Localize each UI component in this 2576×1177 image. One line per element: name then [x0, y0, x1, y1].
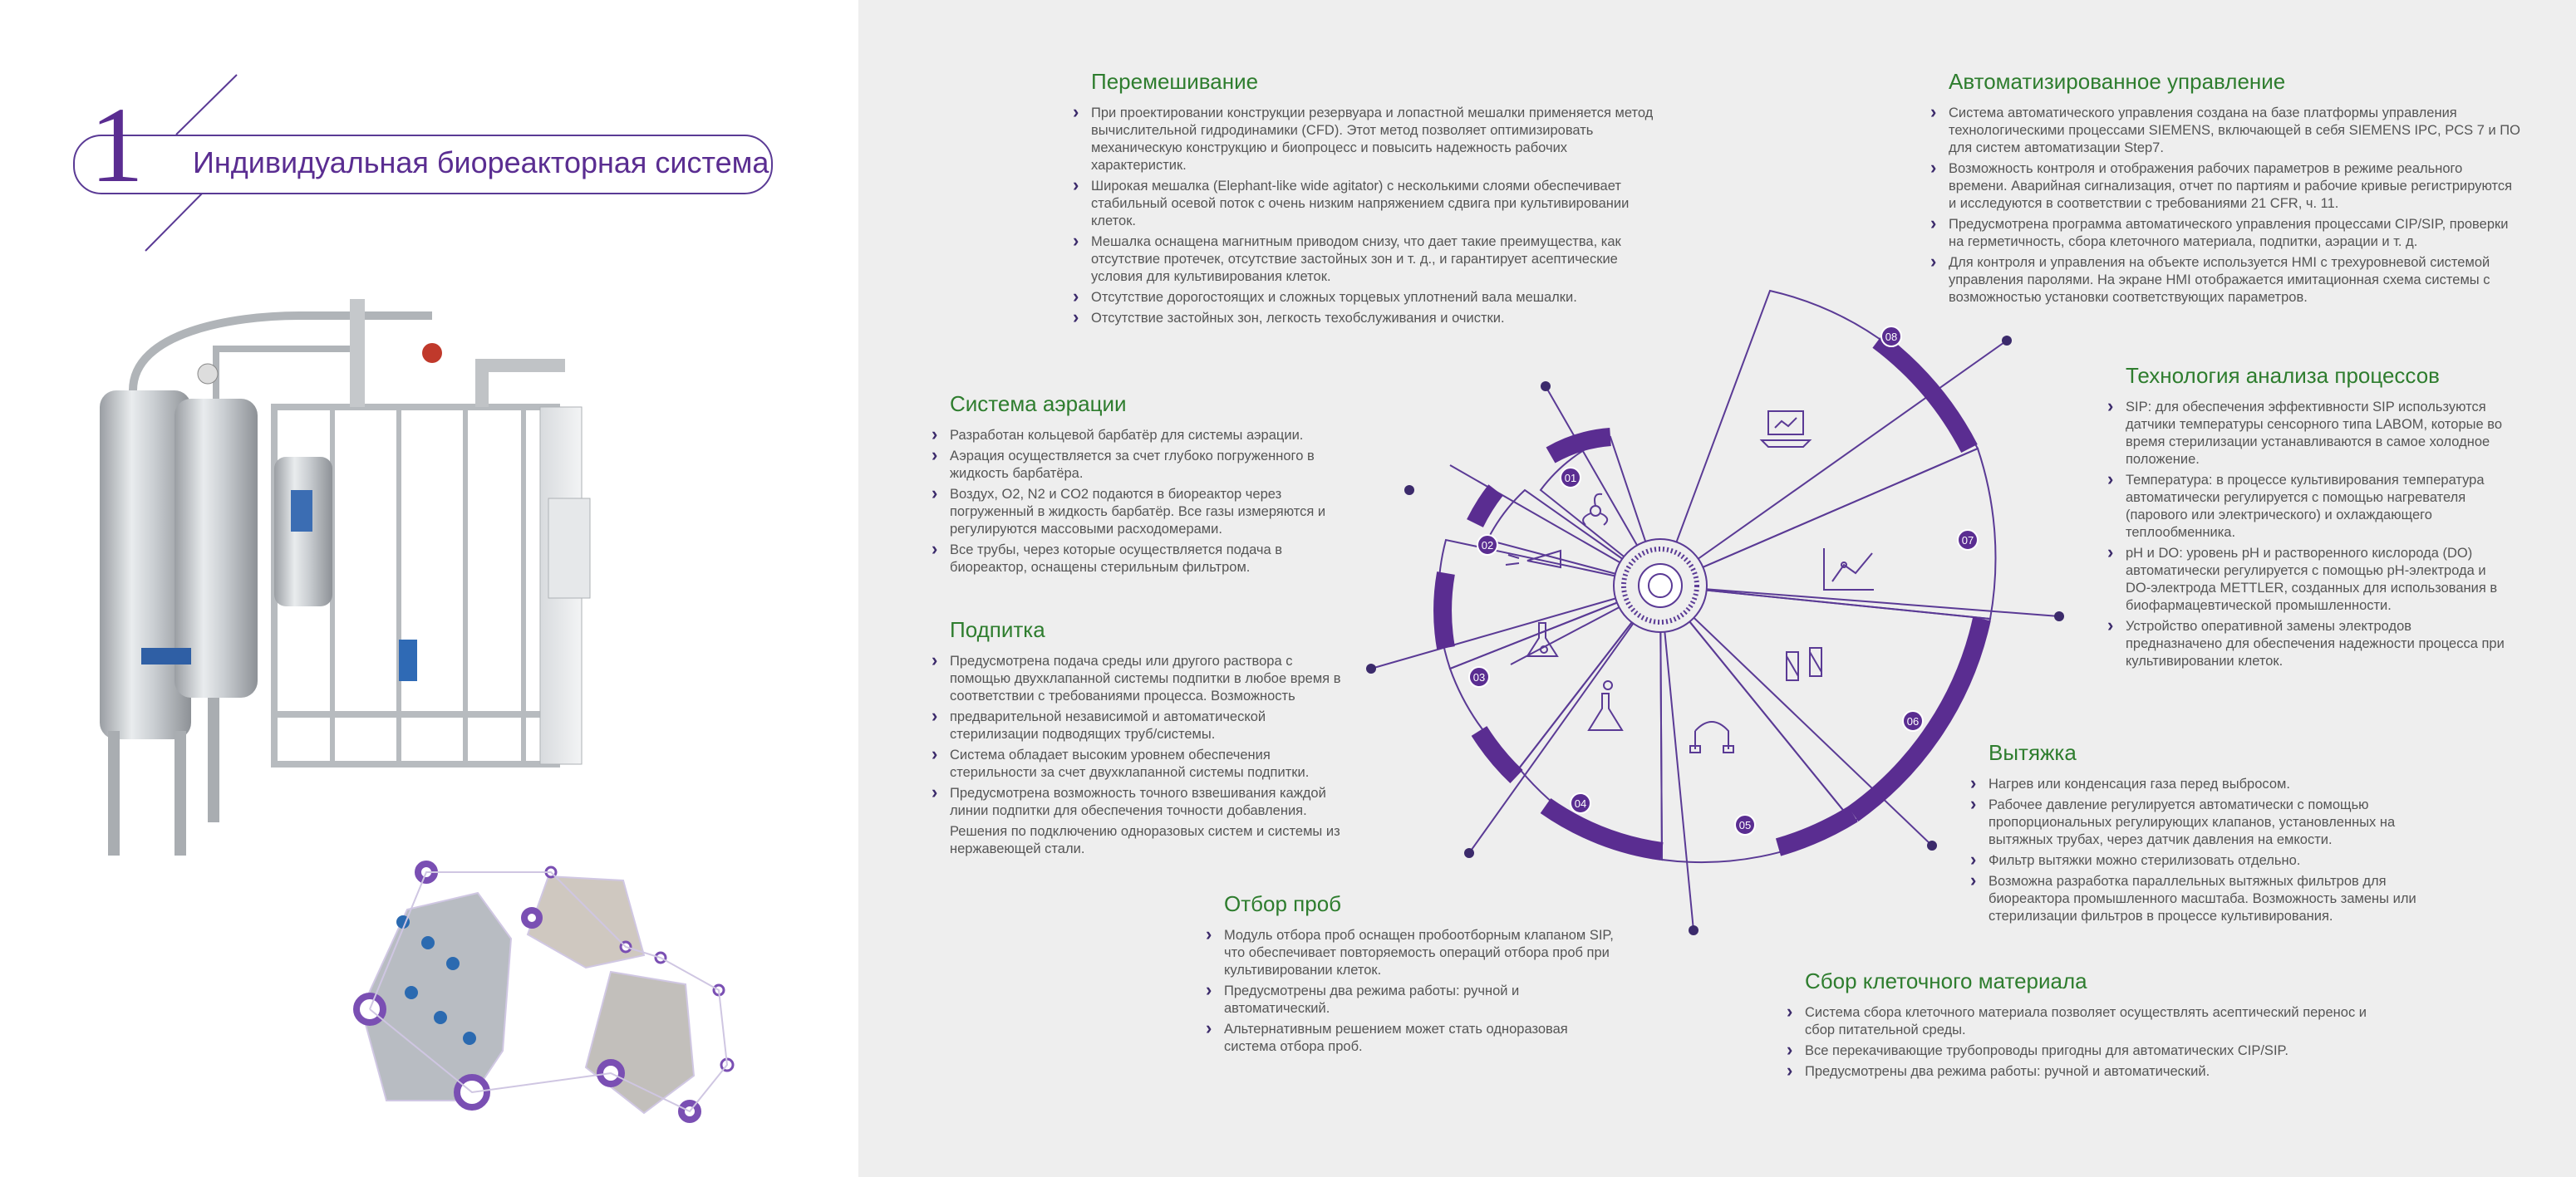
section-exhaust	[1989, 739, 2437, 929]
section-harvest	[1805, 968, 2370, 1084]
section-aeration	[950, 390, 1357, 580]
pipe-icon	[1690, 722, 1733, 753]
list-item: › Возможность контроля и отображения рабочих параметров в режиме реального времени. Аварийная сигнализация, отчет по партиям и рабочие кривые регистрируются и исследуются в соответствии с требованиями 21 CFR, ч. 11.	[1949, 160, 2522, 213]
list-item: › Система автоматического управления создана на базе платформы управления технологическими процессами SIEMENS, включающей в себя SIEMENS IPC, PCS 7 и ПО для систем автоматизации Step7.	[1949, 105, 2522, 157]
list-item: › SIP: для обеспечения эффективности SIP используются датчики температуры сенсорного типа LABOM, которые во время стерилизации устанавливаются в самое холодное положение.	[2126, 399, 2510, 468]
list-item: › Модуль отбора проб оснащен пробоотборным клапаном SIP, что обеспечивает повторяемость операций отбора проб при культивировании клеток.	[1224, 927, 1615, 979]
list-item: › предварительной независимой и автоматической стерилизации подводящих труб/системы.	[950, 709, 1349, 743]
lab-flask-icon	[1589, 681, 1622, 730]
list-item: › Система обладает высоким уровнем обеспечения стерильности за счет двухклапанной системы подпитки.	[950, 747, 1349, 782]
fan-icon	[1583, 494, 1607, 525]
list-item: › Для контроля и управления на объекте используется HMI с трехуровневой системой управления паролями. На экране HMI отображается имитационная схема системы с возможностью установки соответствующих параметров.	[1949, 254, 2522, 307]
list-item: › Аэрация осуществляется за счет глубоко погруженного в жидкость барбатёра.	[950, 448, 1357, 483]
list-item: › Разработан кольцевой барбатёр для системы аэрации.	[950, 427, 1357, 444]
list-item: › Воздух, O2, N2 и CO2 подаются в биореактор через погруженный в жидкость барбатёр. Все газы измеряются и регулируются массовыми расходомерами.	[950, 486, 1357, 538]
page-title: Индивидуальная биореакторная система	[193, 145, 769, 179]
sector-number-02: 02	[1481, 539, 1494, 552]
sector-number-05: 05	[1738, 819, 1752, 831]
section-title: Вытяжка	[1989, 740, 2077, 765]
section-automation	[1949, 68, 2522, 310]
list-item: › Предусмотрена возможность точного взвешивания каждой линии подпитки для обеспечения точности добавления.	[950, 785, 1349, 820]
list-item: › Нагрев или конденсация газа перед выбросом.	[1989, 776, 2437, 793]
list-item: › Альтернативным решением может стать одноразовая система отбора проб.	[1224, 1021, 1615, 1056]
sector-number-06: 06	[1906, 715, 1920, 728]
section-sampling	[1224, 890, 1615, 1059]
section-number: 1	[90, 86, 144, 205]
list-item: › Все перекачивающие трубопроводы пригодны для автоматических CIP/SIP.	[1805, 1042, 2370, 1060]
nozzle-icon	[1506, 551, 1561, 567]
section-process-analytics	[2126, 362, 2510, 674]
section-title: Автоматизированное управление	[1949, 69, 2286, 94]
laptop-icon	[1762, 411, 1810, 447]
list-item: › Система сбора клеточного материала позволяет осуществлять асептический перенос и сбор питательной среды.	[1805, 1004, 2370, 1039]
list-item: › Предусмотрена подача среды или другого раствора с помощью двухклапанной системы подпитки в любое время в соответствии с требованиями процесса. Возможность	[950, 653, 1349, 705]
list-item: › Рабочее давление регулируется автоматически с помощью пропорциональных регулирующих клапанов, установленных на вытяжных трубах, через датчик давления на емкости.	[1989, 797, 2437, 849]
list-item: › Предусмотрены два режима работы: ручной и автоматический.	[1805, 1063, 2370, 1081]
section-title: Сбор клеточного материала	[1805, 969, 2087, 993]
filter-icon	[1787, 648, 1821, 680]
sector-number-04: 04	[1574, 797, 1587, 810]
section-title: Перемешивание	[1091, 69, 1259, 94]
list-item: › Предусмотрены два режима работы: ручной и автоматический.	[1224, 983, 1615, 1018]
feeding-note: Решения по подключению одноразовых систем и системы из нержавеющей стали.	[950, 824, 1340, 856]
section-title: Подпитка	[950, 617, 1045, 642]
sector-number-01: 01	[1564, 472, 1577, 484]
list-item: › Предусмотрена программа автоматического управления процессами CIP/SIP, проверки на герметичность, сбора клеточного материала, подпитки, аэрации и т. д.	[1949, 216, 2522, 251]
list-item: › Температура: в процессе культивирования температура автоматически регулируется с помощью нагревателя (парового или электрического) и охлаждающего теплообменника.	[2126, 472, 2510, 542]
sector-number-03: 03	[1472, 671, 1486, 684]
section-title: Отбор проб	[1224, 891, 1342, 916]
chart-icon	[1824, 548, 1874, 590]
list-item: › Возможна разработка параллельных вытяжных фильтров для биореактора промышленного масштаба. Возможность замены или стерилизации фильтров в процессе культивирования.	[1989, 873, 2437, 925]
list-item: › pH и DO: уровень pH и растворенного кислорода (DO) автоматически регулируется с помощью pH-электрода и DO-электрода METTLER, созданных для использования в биофармацевтической промышленности.	[2126, 545, 2510, 615]
list-item: › Отсутствие застойных зон, легкость техобслуживания и очистки.	[1091, 310, 1656, 327]
section-title: Технология анализа процессов	[2126, 363, 2440, 388]
list-item: › Фильтр вытяжки можно стерилизовать отдельно.	[1989, 852, 2437, 870]
list-item: › Устройство оперативной замены электродов предназначено для обеспечения надежности процесса при культивировании клеток.	[2126, 618, 2510, 670]
list-item: › Отсутствие дорогостоящих и сложных торцевых уплотнений вала мешалки.	[1091, 289, 1656, 307]
sector-number-07: 07	[1961, 534, 1974, 547]
list-item: › Мешалка оснащена магнитным приводом снизу, что дает такие преимущества, как отсутствие протечек, отсутствие застойных зон и т. д., и гарантирует асептические условия для культивирования клеток.	[1091, 233, 1656, 286]
section-mixing	[1091, 68, 1656, 331]
section-title: Система аэрации	[950, 391, 1127, 416]
sector-number-08: 08	[1885, 331, 1898, 343]
list-item: › Широкая мешалка (Elephant-like wide agitator) с несколькими слоями обеспечивает стабильный осевой поток с очень низким напряжением сдвига при культивировании клеток.	[1091, 178, 1656, 230]
list-item: › Все трубы, через которые осуществляется подача в биореактор, оснащены стерильным фильтром.	[950, 542, 1357, 576]
list-item: › При проектировании конструкции резервуара и лопастной мешалки применяется метод вычислительной гидродинамики (CFD). Этот метод позволяет оптимизировать механическую конструкцию и биопроцесс и повысить надежность рабочих характеристик.	[1091, 105, 1656, 174]
section-feeding	[950, 616, 1349, 858]
